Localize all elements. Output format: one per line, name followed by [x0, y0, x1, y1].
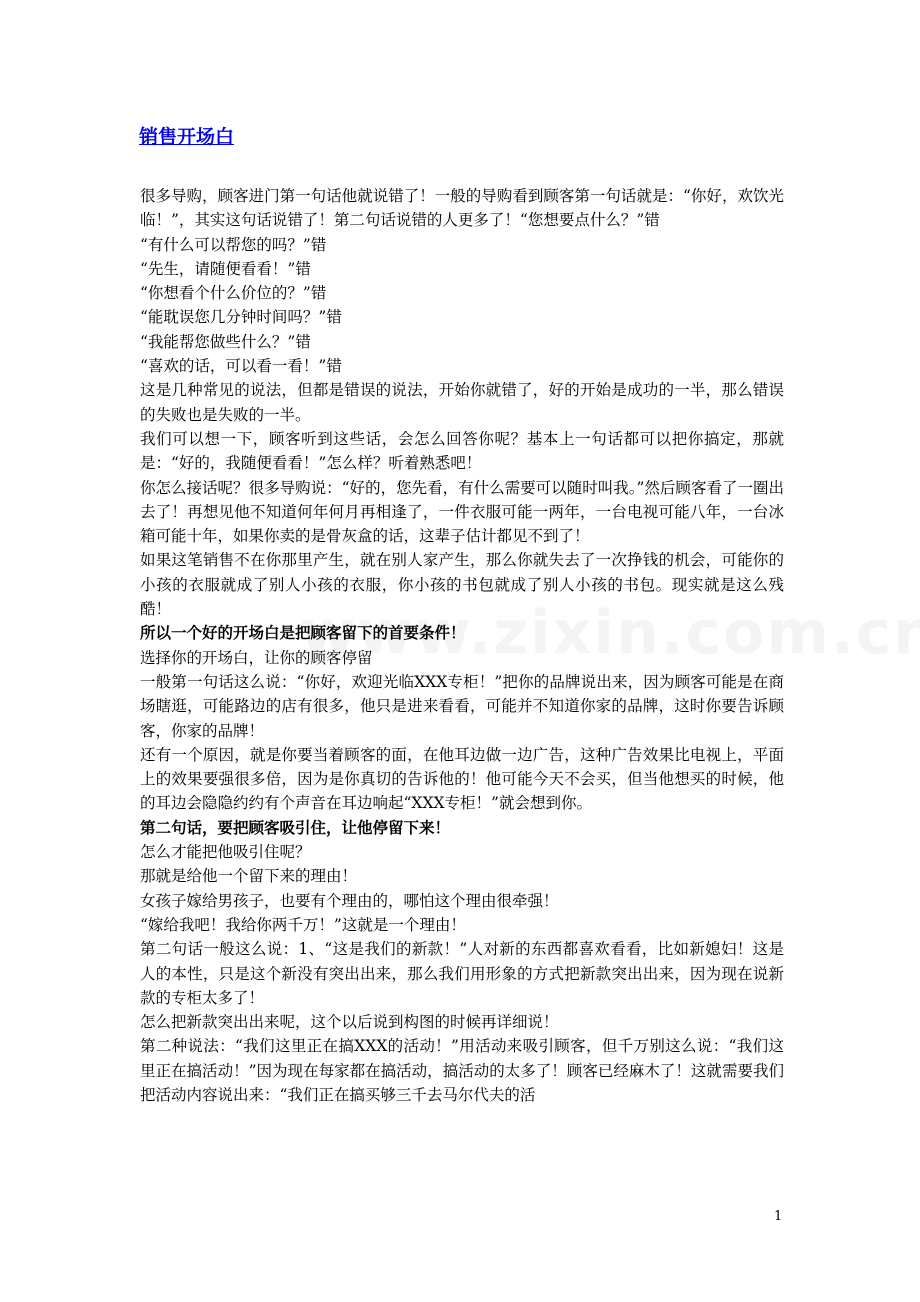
paragraph: 我们可以想一下，顾客听到这些话，会怎么回答你呢？基本上一句话都可以把你搞定，那就是：“好的，我随便看看！”怎么样？听着熟悉吧！ [140, 429, 784, 473]
paragraph: 这是几种常见的说法，但都是错误的说法，开始你就错了，好的开始是成功的一半，那么错误的失败也是失败的一半。 [140, 381, 784, 424]
paragraph: 你怎么接话呢？很多导购说：“好的，您先看，有什么需要可以随时叫我。”然后顾客看了一圈出去了！再想见他不知道何年何月再相逢了，一件衣服可能一两年，一台电视可能八年，一台冰箱可能十年，如果你卖的是骨灰盒的话，这辈子估计都见不到了！ [140, 478, 784, 546]
paragraph: “有什么可以帮您的吗？”错 [140, 235, 327, 254]
paragraph: 第二种说法：“我们这里正在搞XXX的活动！”用活动来吸引顾客，但千万别这么说：“我们这里正在搞活动！”因为现在每家都在搞活动，搞活动的太多了！顾客已经麻木了！这就需要我们把活动内容说出来：“我们正在搞买够三千去马尔代夫的活 [140, 1037, 784, 1104]
paragraph: 一般第一句话这么说：“你好，欢迎光临XXX专柜！”把你的品牌说出来，因为顾客可能是在商场瞎逛，可能路边的店有很多，他只是进来看看，可能并不知道你家的品牌，这时你要告诉顾客，你家的品牌！ [140, 672, 784, 740]
bold-heading: 第二句话，要把顾客吸引住，让他停留下来！ [140, 817, 451, 837]
page-number: 1 [774, 1209, 783, 1224]
paragraph: 怎么才能把他吸引住呢？ [140, 843, 311, 862]
paragraph: 如果这笔销售不在你那里产生，就在别人家产生，那么你就失去了一次挣钱的机会，可能你的小孩的衣服就成了别人小孩的衣服，你小孩的书包就成了别人小孩的书包。现实就是这么残酷！ [140, 551, 784, 619]
paragraph: “能耽误您几分钟时间吗？”错 [140, 308, 342, 327]
document-body [140, 184, 784, 1107]
paragraph: “你想看个什么价位的？”错 [140, 284, 327, 303]
paragraph: 第二句话一般这么说：1、“这是我们的新款！”人对新的东西都喜欢看看，比如新媳妇！这是人的本性，只是这个新没有突出出来，那么我们用形象的方式把新款突出出来，因为现在说新款的专柜太多了！ [140, 940, 784, 1007]
paragraph: 选择你的开场白，让你的顾客停留 [140, 648, 373, 667]
paragraph: 还有一个原因，就是你要当着顾客的面，在他耳边做一边广告，这种广告效果比电视上，平面上的效果要强很多倍，因为是你真切的告诉他的！他可能今天不会买，但当他想买的时候，他的耳边会隐隐约约有个声音在耳边响起“XXX专柜！”就会想到你。 [140, 745, 784, 813]
paragraph: “喜欢的话，可以看一看！”错 [140, 357, 342, 376]
paragraph: 那就是给他一个留下来的理由！ [140, 867, 358, 886]
paragraph: “嫁给我吧！我给你两千万！”这就是一个理由！ [140, 915, 466, 934]
paragraph: 很多导购，顾客进门第一句话他就说错了！一般的导购看到顾客第一句话就是：“你好，欢饮光临！”，其实这句话说错了！第二句话说错的人更多了！“您想要点什么？”错 [140, 187, 784, 230]
paragraph: “我能帮您做些什么？”错 [140, 332, 311, 351]
paragraph: 怎么把新款突出出来呢，这个以后说到构图的时候再详细说！ [140, 1013, 559, 1032]
bold-heading: 所以一个好的开场白是把顾客留下的首要条件！ [140, 623, 466, 643]
paragraph: 女孩子嫁给男孩子，也要有个理由的，哪怕这个理由很牵强！ [140, 891, 559, 910]
page-title: 销售开场白 [139, 126, 235, 148]
paragraph: “先生，请随便看看！”错 [140, 259, 311, 278]
